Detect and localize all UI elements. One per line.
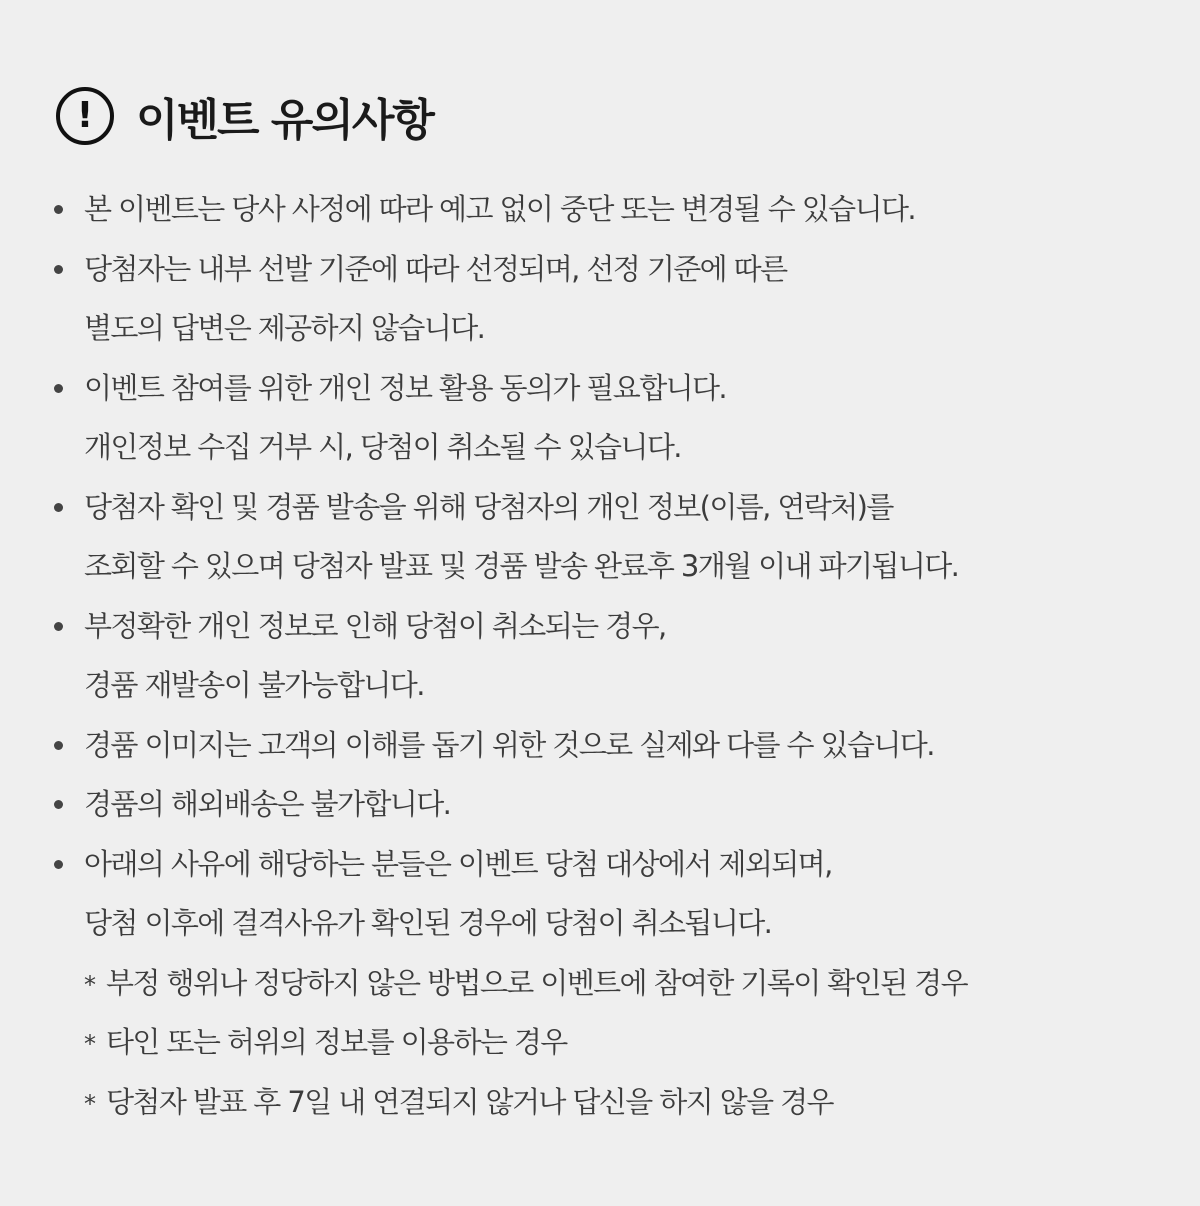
exclusion-case (84, 954, 1172, 1014)
notice-line: 당첨자 확인 및 경품 발송을 위해 당첨자의 개인 정보(이름, 연락처)를 (84, 489, 893, 524)
asterisk-marker: * (84, 1089, 95, 1118)
notice-line: 당첨자는 내부 선발 기준에 따라 선정되며, 선정 기준에 따른 (84, 251, 787, 286)
notice-line: 개인정보 수집 거부 시, 당첨이 취소될 수 있습니다. (84, 430, 681, 464)
notice-line: 아래의 사유에 해당하는 분들은 이벤트 당첨 대상에서 제외되며, (84, 846, 832, 881)
notice-line: 별도의 답변은 제공하지 않습니다. (84, 311, 485, 345)
exclusion-case (84, 1073, 1172, 1133)
notice-line: 경품 재발송이 불가능합니다. (84, 668, 424, 702)
exclusion-case-text: 타인 또는 허위의 정보를 이용하는 경우 (106, 1025, 567, 1059)
notice-header (56, 80, 433, 152)
exclamation-mark: ! (76, 95, 94, 136)
bullet-icon (54, 503, 63, 512)
notice-line: 조회할 수 있으며 당첨자 발표 및 경품 발송 완료후 3개월 이내 파기됩니다. (84, 549, 959, 583)
bullet-icon (54, 741, 63, 750)
bullet-icon (54, 384, 63, 393)
notice-line: 경품 이미지는 고객의 이해를 돕기 위한 것으로 실제와 다를 수 있습니다. (84, 727, 934, 762)
asterisk-marker: * (84, 1030, 95, 1058)
notice-item (52, 180, 1172, 240)
notice-title: 이벤트 유의사항 (136, 95, 433, 146)
notice-item (52, 835, 1172, 1133)
bullet-icon (54, 622, 63, 631)
exclusion-case (84, 1013, 1172, 1073)
notice-line: 경품의 해외배송은 불가합니다. (84, 787, 451, 821)
notice-item (52, 359, 1172, 478)
bullet-icon (54, 860, 63, 869)
notice-line: 당첨 이후에 결격사유가 확인된 경우에 당첨이 취소됩니다. (84, 906, 772, 940)
exclamation-circle-icon (56, 87, 114, 145)
notice-line: 부정확한 개인 정보로 인해 당첨이 취소되는 경우, (84, 608, 666, 643)
exclusion-case-text: 당첨자 발표 후 7일 내 연결되지 않거나 답신을 하지 않을 경우 (106, 1084, 833, 1119)
notice-item (52, 775, 1172, 835)
notice-line: 본 이벤트는 당사 사정에 따라 예고 없이 중단 또는 변경될 수 있습니다. (84, 192, 916, 226)
notice-item (52, 240, 1172, 359)
notice-list (52, 180, 1172, 1132)
bullet-icon (54, 800, 63, 809)
notice-item (52, 716, 1172, 776)
notice-line: 이벤트 참여를 위한 개인 정보 활용 동의가 필요합니다. (84, 370, 727, 405)
asterisk-marker: * (84, 970, 95, 999)
bullet-icon (54, 205, 63, 214)
notice-item (52, 478, 1172, 597)
exclusion-case-text: 부정 행위나 정당하지 않은 방법으로 이벤트에 참여한 기록이 확인된 경우 (106, 965, 967, 1000)
bullet-icon (54, 265, 63, 274)
notice-item (52, 597, 1172, 716)
